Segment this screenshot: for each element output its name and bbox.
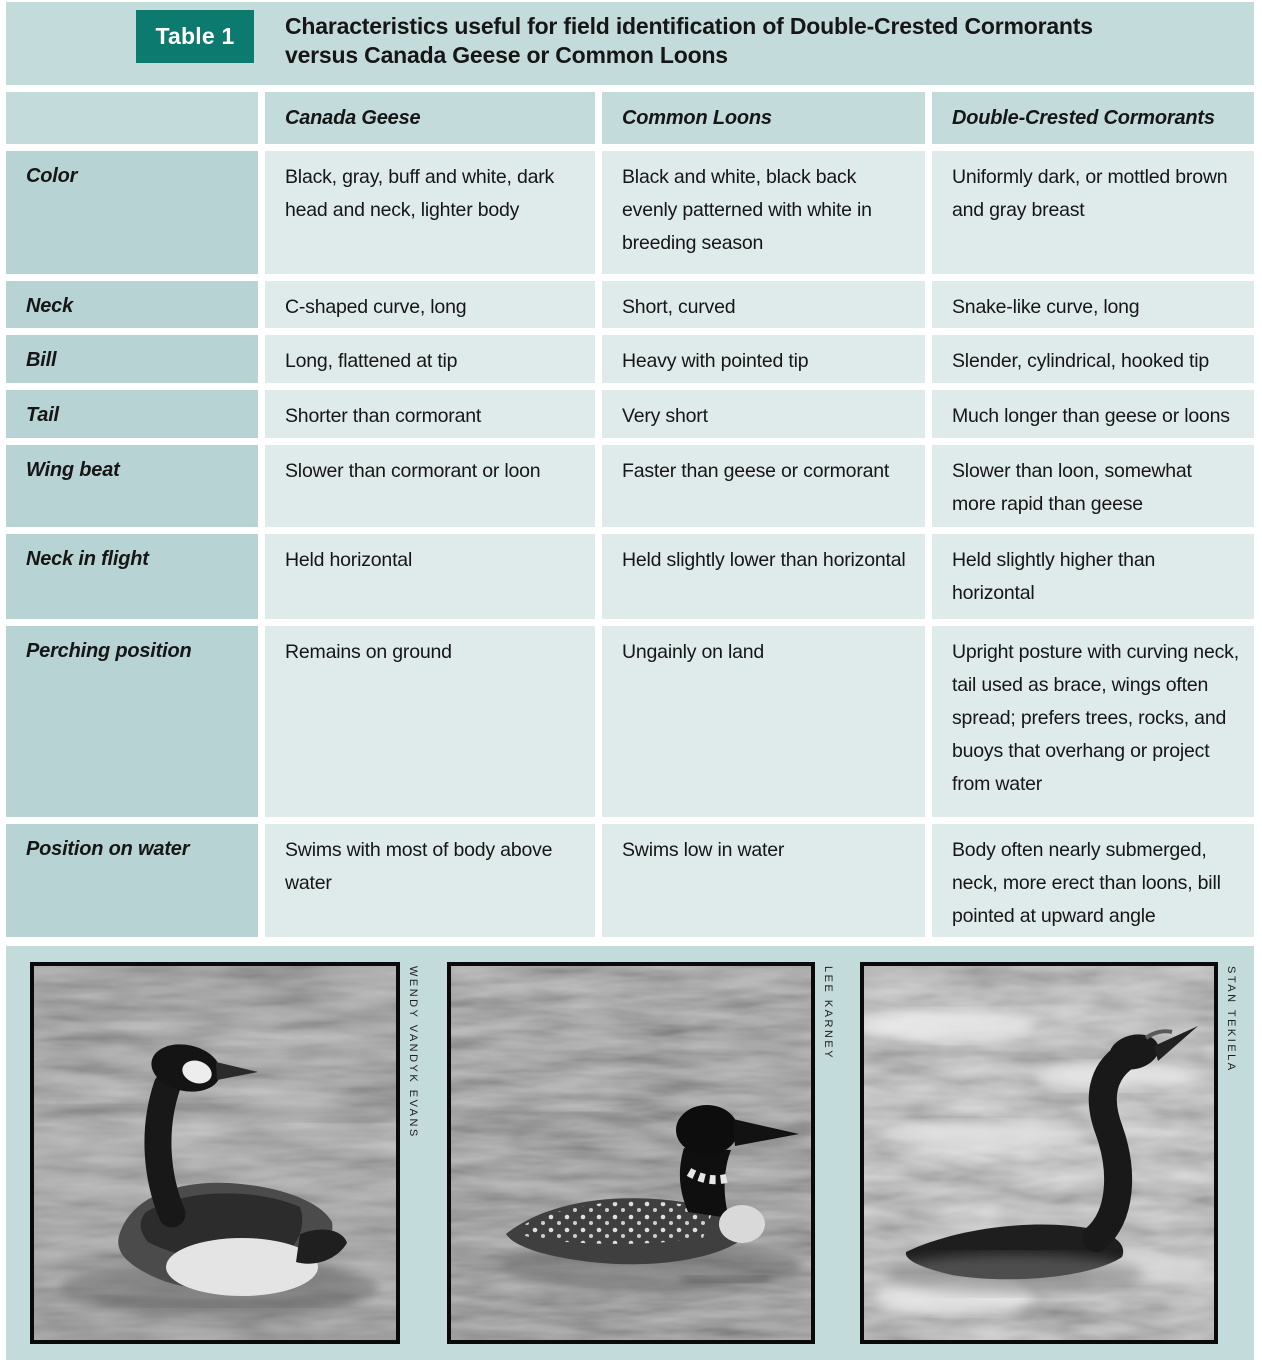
cell-neck-in-flight-geese: Held horizontal bbox=[265, 534, 595, 619]
table-number-badge: Table 1 bbox=[136, 10, 254, 63]
row-label-color: Color bbox=[6, 151, 258, 274]
cell-neck-in-flight-cormorants: Held slightly higher than horizontal bbox=[932, 534, 1254, 619]
column-header-canada-geese: Canada Geese bbox=[265, 92, 595, 144]
row-label-neck-in-flight: Neck in flight bbox=[6, 534, 258, 619]
row-label-tail: Tail bbox=[6, 390, 258, 438]
cell-tail-loons: Very short bbox=[602, 390, 925, 438]
common-loon-photo bbox=[447, 962, 815, 1344]
cell-water-loons: Swims low in water bbox=[602, 824, 925, 937]
cormorant-photo bbox=[860, 962, 1218, 1344]
photo-credit-goose: WENDY VANDYK EVANS bbox=[407, 966, 419, 1139]
cell-perching-cormorants: Upright posture with curving neck, tail used as brace, wings often spread; prefers trees, rocks, and buoys that overhang or project from water bbox=[932, 626, 1254, 817]
cell-wing-beat-loons: Faster than geese or cormorant bbox=[602, 445, 925, 527]
photo-credit-cormorant: STAN TEKIELA bbox=[1225, 966, 1237, 1073]
cell-tail-cormorants: Much longer than geese or loons bbox=[932, 390, 1254, 438]
cell-bill-loons: Heavy with pointed tip bbox=[602, 335, 925, 383]
cell-water-geese: Swims with most of body above water bbox=[265, 824, 595, 937]
column-header-cormorants: Double-Crested Cormorants bbox=[932, 92, 1254, 144]
row-label-perching-position: Perching position bbox=[6, 626, 258, 817]
cell-color-loons: Black and white, black back evenly patterned with white in breeding season bbox=[602, 151, 925, 274]
cell-perching-loons: Ungainly on land bbox=[602, 626, 925, 817]
row-label-wing-beat: Wing beat bbox=[6, 445, 258, 527]
title-band bbox=[6, 2, 1254, 85]
cell-neck-loons: Short, curved bbox=[602, 281, 925, 328]
cell-perching-geese: Remains on ground bbox=[265, 626, 595, 817]
table-title: Characteristics useful for field identification of Double-Crested Cormorants versus Canada Geese or Common Loons bbox=[285, 13, 1093, 68]
column-header-common-loons: Common Loons bbox=[602, 92, 925, 144]
row-label-position-on-water: Position on water bbox=[6, 824, 258, 937]
cell-wing-beat-cormorants: Slower than loon, somewhat more rapid than geese bbox=[932, 445, 1254, 527]
photo-panel bbox=[6, 946, 1254, 1360]
canada-goose-photo bbox=[30, 962, 400, 1344]
cell-neck-geese: C-shaped curve, long bbox=[265, 281, 595, 328]
row-label-neck: Neck bbox=[6, 281, 258, 328]
cell-neck-cormorants: Snake-like curve, long bbox=[932, 281, 1254, 328]
cell-color-cormorants: Uniformly dark, or mottled brown and gray breast bbox=[932, 151, 1254, 274]
photo-credit-loon: LEE KARNEY bbox=[822, 966, 834, 1061]
corner-cell bbox=[6, 92, 258, 144]
cell-neck-in-flight-loons: Held slightly lower than horizontal bbox=[602, 534, 925, 619]
row-label-bill: Bill bbox=[6, 335, 258, 383]
cell-bill-cormorants: Slender, cylindrical, hooked tip bbox=[932, 335, 1254, 383]
cell-bill-geese: Long, flattened at tip bbox=[265, 335, 595, 383]
cell-wing-beat-geese: Slower than cormorant or loon bbox=[265, 445, 595, 527]
comparison-table bbox=[6, 92, 1254, 937]
cell-tail-geese: Shorter than cormorant bbox=[265, 390, 595, 438]
cell-color-geese: Black, gray, buff and white, dark head and neck, lighter body bbox=[265, 151, 595, 274]
page-content bbox=[6, 2, 1254, 1360]
cell-water-cormorants: Body often nearly submerged, neck, more erect than loons, bill pointed at upward angle bbox=[932, 824, 1254, 937]
